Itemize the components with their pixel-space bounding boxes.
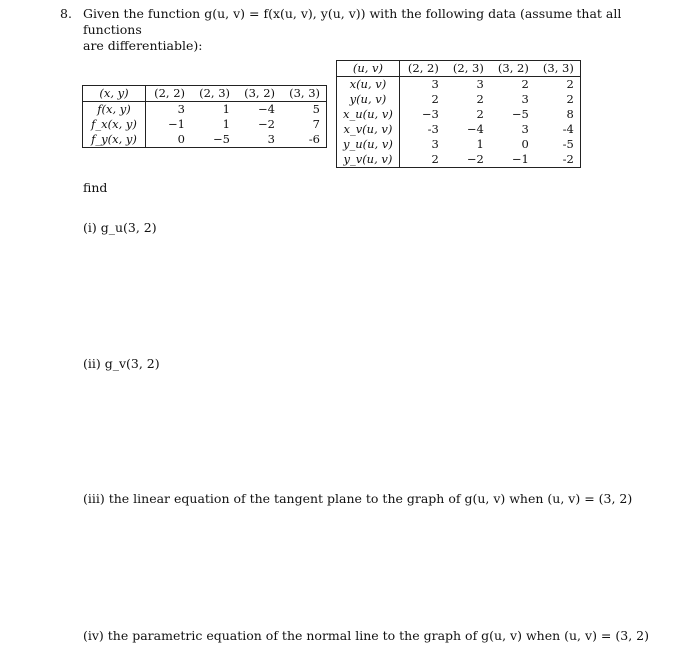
table-cell: −5 <box>511 107 529 121</box>
table-cell: 2 <box>566 77 574 91</box>
table-cell: -2 <box>562 152 574 166</box>
table-cell: −3 <box>421 107 439 121</box>
row-label: x_v(u, v) <box>337 122 400 137</box>
table-header-cell: (2, 2) <box>146 86 192 102</box>
table-cell: −2 <box>466 152 484 166</box>
row-label: f_x(x, y) <box>83 117 146 132</box>
table-cell: 3 <box>177 102 185 116</box>
table-cell: -3 <box>427 122 439 136</box>
f-data-table <box>82 85 327 148</box>
table-cell: 2 <box>431 152 439 166</box>
table-cell: −1 <box>168 117 185 131</box>
table-cell: 5 <box>312 102 320 116</box>
table-row <box>337 152 581 168</box>
table-cell: −2 <box>258 117 275 131</box>
table-cell: 2 <box>476 92 484 106</box>
row-label: x_u(u, v) <box>337 107 400 122</box>
table-header-cell: (2, 3) <box>191 86 236 102</box>
table-cell: 0 <box>521 137 529 151</box>
row-label: f_y(x, y) <box>83 132 146 148</box>
table-cell: 3 <box>431 77 439 91</box>
part-ii: (ii) g_v(3, 2) <box>83 356 160 371</box>
table-header-row <box>337 61 581 77</box>
table-header-cell: (2, 2) <box>399 61 445 77</box>
question-text-line-1: Given the function g(u, v) = f(x(u, v), y(u, v)) with the following data (assume that all functions <box>83 6 622 37</box>
table-cell: 1 <box>222 102 230 116</box>
table-cell: 3 <box>431 137 439 151</box>
part-iii: (iii) the linear equation of the tangent plane to the graph of g(u, v) when (u, v) = (3, 2) <box>83 491 633 506</box>
table-header-cell: (3, 2) <box>236 86 281 102</box>
table-cell: -4 <box>562 122 574 136</box>
part-i: (i) g_u(3, 2) <box>83 220 157 235</box>
table-header-row <box>83 86 327 102</box>
table-header-cell: (2, 3) <box>445 61 490 77</box>
table-row <box>337 107 581 122</box>
row-label: f(x, y) <box>83 102 146 118</box>
table-cell: 1 <box>222 117 230 131</box>
table-cell: 1 <box>476 137 484 151</box>
question-text-line-2: are differentiable): <box>83 38 203 53</box>
table-cell: 2 <box>566 92 574 106</box>
table-row <box>337 92 581 107</box>
table-cell: −4 <box>466 122 484 136</box>
table-cell: −5 <box>213 132 230 146</box>
table-cell: -5 <box>562 137 574 151</box>
table-cell: 7 <box>312 117 320 131</box>
question-number: 8. <box>60 6 72 21</box>
table-header-cell: (3, 2) <box>490 61 535 77</box>
table-cell: 3 <box>521 122 529 136</box>
part-iv: (iv) the parametric equation of the normal line to the graph of g(u, v) when (u, v) = (3, 2) <box>83 628 649 643</box>
table-cell: -6 <box>308 132 320 146</box>
table-header-cell: (3, 3) <box>535 61 581 77</box>
row-label: x(u, v) <box>337 77 400 93</box>
table-cell: 3 <box>476 77 484 91</box>
row-label: y_v(u, v) <box>337 152 400 168</box>
table-row <box>337 137 581 152</box>
table-cell: 0 <box>177 132 185 146</box>
table-header-cell: (u, v) <box>337 61 400 77</box>
row-label: y_u(u, v) <box>337 137 400 152</box>
table-row <box>83 102 327 118</box>
table-cell: 2 <box>476 107 484 121</box>
table-cell: −4 <box>258 102 275 116</box>
table-cell: 3 <box>267 132 275 146</box>
row-label: y(u, v) <box>337 92 400 107</box>
table-cell: −1 <box>511 152 529 166</box>
table-row <box>83 117 327 132</box>
table-cell: 8 <box>566 107 574 121</box>
xy-data-table <box>336 60 581 168</box>
table-row <box>337 77 581 93</box>
question-text <box>83 6 673 54</box>
table-row <box>337 122 581 137</box>
table-cell: 2 <box>431 92 439 106</box>
table-row <box>83 132 327 148</box>
table-header-cell: (3, 3) <box>281 86 327 102</box>
table-cell: 2 <box>521 77 529 91</box>
table-cell: 3 <box>521 92 529 106</box>
find-label: find <box>83 180 108 195</box>
table-header-cell: (x, y) <box>83 86 146 102</box>
